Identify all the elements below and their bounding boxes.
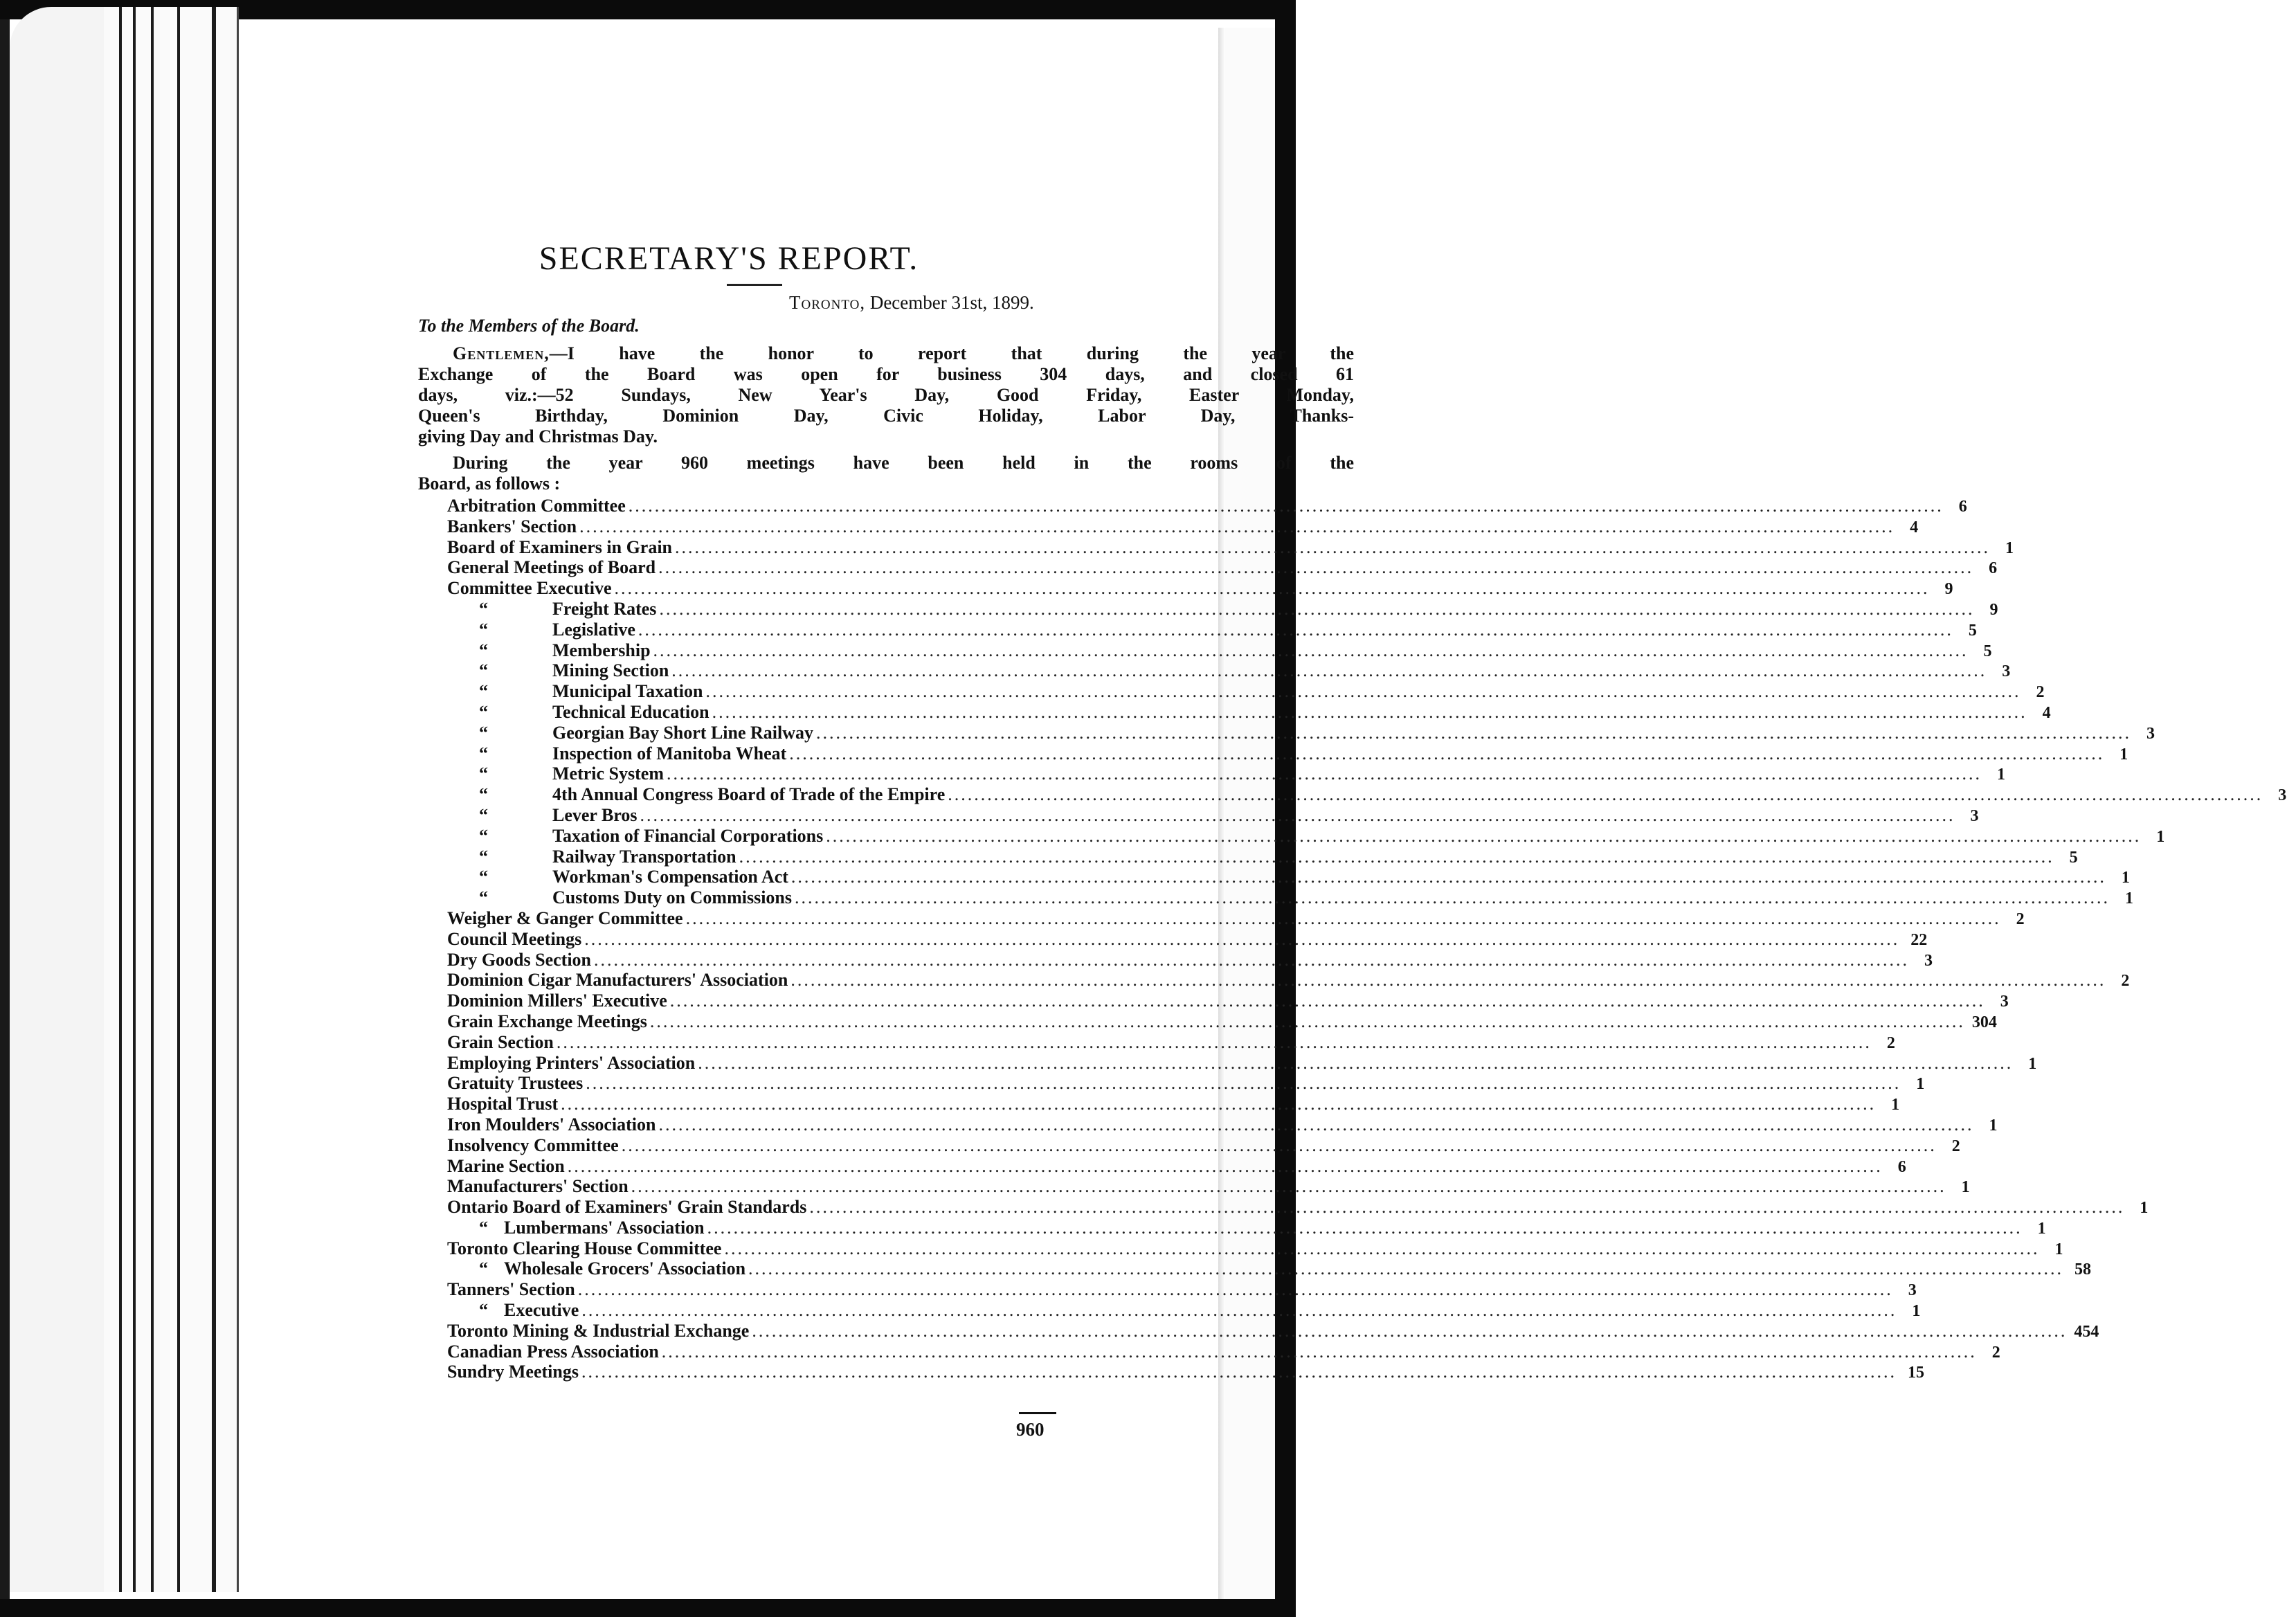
meeting-count: 1	[2028, 1054, 2037, 1073]
meeting-label	[447, 784, 945, 805]
meeting-name: Board of Examiners in Grain	[447, 536, 673, 557]
meeting-row	[447, 640, 1992, 661]
scan-border-bottom	[0, 1599, 1296, 1617]
meeting-label	[447, 970, 788, 991]
meeting-name: Georgian Bay Short Line Railway	[552, 722, 814, 743]
meeting-name: Membership	[552, 640, 651, 660]
dot-leader	[670, 991, 1985, 1011]
meeting-label	[447, 620, 635, 640]
dot-leader	[629, 496, 1944, 516]
meeting-label	[447, 1279, 575, 1300]
meeting-label	[447, 1238, 721, 1259]
meeting-row	[447, 516, 1919, 537]
meeting-row	[447, 660, 2011, 681]
meeting-label	[447, 599, 656, 620]
ditto-mark: “	[479, 619, 488, 640]
meeting-name: Employing Printers' Association	[447, 1052, 696, 1073]
meeting-name: Grain Exchange Meetings	[447, 1011, 647, 1031]
dot-leader	[671, 660, 1987, 681]
meeting-count: 1	[2037, 1219, 2046, 1238]
meeting-label	[447, 1176, 629, 1197]
dot-leader	[752, 1321, 2067, 1342]
meeting-count: 1	[2156, 827, 2165, 846]
dot-leader	[705, 681, 2021, 702]
meeting-name: Inspection of Manitoba Wheat	[552, 743, 787, 764]
meeting-label	[447, 557, 656, 578]
meeting-count: 6	[1989, 559, 1998, 578]
paragraph-line: Queen's Birthday, Dominion Day, Civic Holiday, Labor Day, Thanks-	[418, 406, 1354, 426]
meeting-label	[447, 764, 664, 784]
ditto-mark: “	[479, 867, 488, 887]
dot-leader	[581, 1300, 1897, 1321]
ditto-mark: “	[479, 598, 488, 619]
dot-leader	[650, 1011, 1965, 1032]
meeting-count: 1	[2119, 745, 2128, 764]
meeting-row	[447, 722, 2155, 743]
ditto-mark: “	[479, 743, 488, 764]
meeting-count: 5	[1968, 621, 1977, 640]
meeting-count: 1	[2125, 889, 2133, 908]
meeting-count: 3	[2146, 724, 2155, 743]
paragraph-line	[418, 343, 1354, 364]
paragraph-line: During the year 960 meetings have been held in the rooms of the	[453, 453, 1354, 473]
meeting-name: Executive	[504, 1300, 579, 1321]
meeting-row	[447, 1052, 2037, 1074]
meeting-row	[447, 784, 2287, 805]
meeting-label	[447, 743, 786, 764]
dot-leader	[615, 578, 1930, 599]
meeting-label	[447, 805, 638, 826]
meeting-count: 3	[1924, 951, 1933, 970]
dot-leader	[557, 1032, 1872, 1053]
meeting-name: Council Meetings	[447, 928, 582, 949]
meeting-name: Iron Moulders' Association	[447, 1114, 656, 1135]
meeting-name: Arbitration Committee	[447, 496, 626, 516]
meeting-row	[447, 1320, 2099, 1342]
meeting-name: Canadian Press Association	[447, 1341, 659, 1362]
meeting-row	[447, 804, 1979, 826]
meeting-name: Technical Education	[552, 701, 709, 722]
meeting-label	[447, 1053, 695, 1074]
meeting-count: 1	[1891, 1096, 1900, 1114]
meeting-count: 22	[1910, 930, 1928, 949]
meeting-count: 6	[1897, 1157, 1906, 1176]
meeting-label	[447, 1362, 579, 1382]
page-title: SECRETARY'S REPORT.	[539, 240, 919, 277]
dot-leader	[686, 908, 2001, 929]
meeting-name: Gratuity Trustees	[447, 1073, 584, 1094]
meeting-count: 3	[2000, 993, 2009, 1011]
meeting-count: 3	[1970, 806, 1979, 825]
meeting-label	[447, 1342, 659, 1362]
dot-leader	[698, 1053, 2013, 1074]
meeting-row	[447, 701, 2051, 723]
meeting-row	[447, 743, 2128, 764]
meeting-name: Dominion Cigar Manufacturers' Association	[447, 970, 788, 991]
dot-leader	[594, 950, 1909, 970]
meeting-row	[447, 1238, 2063, 1259]
page-edge	[180, 7, 216, 1592]
meeting-row	[447, 949, 1933, 970]
meeting-name: Toronto Clearing House Committee	[447, 1238, 722, 1258]
meeting-count: 4	[1910, 518, 1919, 536]
meeting-count: 4	[2042, 703, 2051, 722]
meeting-row	[447, 598, 1998, 620]
meeting-count: 1	[1989, 1116, 1998, 1135]
meeting-label	[447, 991, 667, 1011]
meeting-row	[447, 907, 2025, 929]
meeting-label	[447, 1032, 554, 1053]
meeting-name: Dry Goods Section	[447, 949, 591, 970]
meeting-name: Dominion Millers' Executive	[447, 991, 667, 1011]
dot-leader	[579, 516, 1895, 537]
meeting-count: 9	[1944, 580, 1953, 599]
meeting-label	[447, 1300, 579, 1321]
dot-leader	[659, 599, 1974, 620]
meeting-count: 5	[1983, 642, 1992, 660]
ditto-mark: “	[479, 846, 488, 867]
meeting-row	[447, 1197, 2149, 1218]
meeting-count: 1	[1912, 1302, 1921, 1321]
meeting-label	[447, 681, 703, 702]
meeting-name: Taxation of Financial Corporations	[552, 825, 824, 846]
dot-leader	[586, 1073, 1901, 1094]
meeting-name: Committee Executive	[447, 578, 612, 599]
page-edge	[104, 7, 122, 1592]
dot-leader	[826, 826, 2141, 847]
meeting-count: 6	[1958, 498, 1967, 516]
ditto-mark: “	[479, 722, 488, 743]
meeting-label	[447, 1258, 745, 1279]
meeting-label	[447, 1218, 705, 1238]
dot-leader	[640, 805, 1955, 826]
meeting-label	[447, 950, 591, 970]
dot-leader	[707, 1218, 2023, 1238]
meeting-row	[447, 1279, 1917, 1300]
meeting-name: Manufacturers' Section	[447, 1176, 629, 1197]
meeting-name: Railway Transportation	[552, 846, 736, 867]
meeting-count: 1	[2121, 869, 2130, 887]
meeting-row	[447, 681, 2045, 702]
page-edge	[216, 7, 239, 1592]
meeting-label	[447, 867, 788, 887]
meeting-count: 1	[1996, 766, 2005, 784]
dot-leader	[809, 1197, 2124, 1218]
meeting-label	[447, 1321, 749, 1342]
dot-leader	[631, 1176, 1946, 1197]
dot-leader	[578, 1279, 1893, 1300]
meeting-name: Municipal Taxation	[552, 681, 703, 702]
meeting-name: Freight Rates	[552, 598, 657, 619]
meeting-row	[447, 1114, 1998, 1135]
meeting-label	[447, 1094, 558, 1114]
meeting-row	[447, 1094, 1900, 1114]
meeting-label	[447, 929, 581, 950]
meeting-count: 2	[1991, 1343, 2000, 1362]
meeting-label	[447, 826, 823, 847]
meeting-row	[447, 764, 2005, 784]
dot-leader	[790, 970, 2106, 991]
dot-leader	[638, 620, 1953, 640]
meeting-row	[447, 1362, 1924, 1382]
meeting-label	[447, 887, 792, 908]
dot-leader	[816, 723, 2131, 743]
meeting-count: 3	[1908, 1281, 1917, 1300]
meeting-name: Marine Section	[447, 1155, 565, 1176]
total-rule	[1019, 1412, 1056, 1414]
meeting-name: Sundry Meetings	[447, 1362, 579, 1382]
page-edge	[136, 7, 154, 1592]
meeting-count: 9	[1989, 600, 1998, 619]
meeting-count: 2	[1951, 1137, 1960, 1155]
meeting-row	[447, 1011, 1997, 1032]
dot-leader	[675, 537, 1990, 558]
meeting-name: Toronto Mining & Industrial Exchange	[447, 1320, 750, 1341]
meeting-row	[447, 825, 2165, 847]
dot-leader	[561, 1094, 1876, 1114]
meeting-label	[447, 1156, 565, 1177]
report-page	[239, 19, 2287, 1599]
meeting-count: 3	[2278, 786, 2287, 805]
paragraph-lead: Gentlemen,	[453, 343, 550, 363]
meeting-row	[447, 1135, 1960, 1156]
page-edge	[122, 7, 136, 1592]
meeting-count: 2	[2121, 972, 2130, 991]
meeting-count: 58	[2074, 1261, 2092, 1279]
dot-leader	[795, 887, 2110, 908]
meeting-row	[447, 867, 2130, 887]
dot-leader	[662, 1342, 1977, 1362]
meeting-label	[447, 660, 669, 681]
meeting-row	[447, 1176, 1970, 1197]
meeting-name: Lumbermans' Association	[504, 1217, 705, 1238]
meeting-count: 1	[1961, 1178, 1970, 1197]
meetings-list	[447, 496, 2287, 1382]
meeting-name: General Meetings of Board	[447, 557, 656, 578]
meeting-label	[447, 578, 612, 599]
paragraph-line: Board, as follows :	[418, 473, 561, 494]
ditto-mark: “	[479, 784, 488, 805]
meeting-name: Wholesale Grocers' Association	[504, 1258, 746, 1279]
meeting-label	[447, 702, 709, 723]
ditto-mark: “	[479, 681, 488, 702]
meeting-name: Lever Bros	[552, 804, 638, 825]
dot-leader	[622, 1135, 1937, 1156]
meetings-intro-paragraph	[418, 453, 1354, 494]
meeting-row	[447, 536, 2014, 558]
meeting-row	[447, 1300, 1921, 1321]
dateline-date: December 31st, 1899.	[869, 292, 1034, 313]
dot-leader	[581, 1362, 1897, 1382]
meeting-count: 1	[1916, 1075, 1925, 1094]
meeting-row	[447, 619, 1977, 640]
meeting-label	[447, 1135, 619, 1156]
meeting-label	[447, 640, 651, 661]
meeting-name: Ontario Board of Examiners' Grain Standards	[447, 1197, 807, 1218]
meeting-name: Insolvency Committee	[447, 1135, 619, 1155]
meeting-label	[447, 496, 626, 516]
meeting-count: 3	[2002, 662, 2011, 681]
dot-leader	[791, 867, 2106, 887]
page-edge	[10, 7, 107, 1592]
meeting-name: Grain Section	[447, 1031, 554, 1052]
meeting-name: Legislative	[552, 619, 635, 640]
ditto-mark: “	[479, 1258, 488, 1279]
meeting-row	[447, 1217, 2046, 1238]
meeting-row	[447, 1031, 1895, 1053]
meeting-count: 454	[2074, 1322, 2099, 1341]
meeting-row	[447, 557, 1998, 578]
meeting-label	[447, 908, 683, 929]
meeting-label	[447, 537, 672, 558]
ditto-mark: “	[479, 887, 488, 908]
meeting-label	[447, 847, 736, 867]
meeting-label	[447, 723, 813, 743]
meeting-row	[447, 846, 2078, 867]
meeting-row	[447, 496, 1967, 516]
meeting-count: 5	[2069, 848, 2078, 867]
ditto-mark: “	[479, 825, 488, 846]
meetings-total: 960	[1016, 1419, 1045, 1440]
meeting-label	[447, 1011, 647, 1032]
meeting-name: Mining Section	[552, 660, 669, 681]
meeting-name: Weigher & Ganger Committee	[447, 907, 683, 928]
meeting-label	[447, 1114, 656, 1135]
dot-leader	[712, 702, 2027, 723]
dot-leader	[667, 764, 1982, 784]
meeting-row	[447, 578, 1953, 599]
paragraph-line: Exchange of the Board was open for business 304 days, and closed 61	[418, 364, 1354, 384]
dot-leader	[948, 784, 2263, 805]
salutation: To the Members of the Board.	[418, 316, 640, 336]
meeting-label	[447, 516, 577, 537]
meeting-count: 2	[2016, 910, 2025, 928]
meeting-count: 2	[2036, 683, 2045, 702]
meeting-row	[447, 887, 2133, 908]
meeting-count: 15	[1907, 1364, 1924, 1382]
ditto-mark: “	[479, 804, 488, 825]
ditto-mark: “	[479, 660, 488, 681]
ditto-mark: “	[479, 1300, 488, 1321]
dateline-place: Toronto,	[789, 292, 866, 313]
meeting-row	[447, 928, 1928, 950]
meeting-count: 1	[2140, 1199, 2149, 1218]
dateline	[789, 292, 1034, 314]
meeting-count: 2	[1886, 1033, 1895, 1052]
meeting-count: 1	[2054, 1240, 2063, 1258]
dot-leader	[789, 743, 2104, 764]
meeting-name: Tanners' Section	[447, 1279, 575, 1300]
meeting-label	[447, 1073, 583, 1094]
dot-leader	[748, 1258, 2063, 1279]
dot-leader	[568, 1156, 1883, 1177]
meeting-row	[447, 1341, 2000, 1362]
page-edge	[154, 7, 180, 1592]
dot-leader	[724, 1238, 2039, 1259]
ditto-mark: “	[479, 701, 488, 722]
meeting-row	[447, 970, 2130, 991]
ditto-mark: “	[479, 1217, 488, 1238]
meeting-row	[447, 991, 2009, 1011]
meeting-name: Workman's Compensation Act	[552, 867, 788, 887]
meeting-name: Metric System	[552, 764, 664, 784]
dot-leader	[584, 929, 1899, 950]
meeting-label	[447, 1197, 806, 1218]
meeting-row	[447, 1073, 1925, 1094]
title-rule	[727, 284, 782, 286]
meeting-name: 4th Annual Congress Board of Trade of the Empire	[552, 784, 946, 805]
dot-leader	[658, 557, 1973, 578]
meeting-row	[447, 1258, 2092, 1279]
meeting-name: Customs Duty on Commissions	[552, 887, 792, 908]
ditto-mark: “	[479, 640, 488, 660]
dot-leader	[658, 1114, 1973, 1135]
paragraph-line: giving Day and Christmas Day.	[418, 426, 658, 446]
meeting-name: Bankers' Section	[447, 516, 577, 536]
meeting-name: Hospital Trust	[447, 1094, 559, 1114]
meeting-row	[447, 1155, 1906, 1177]
scan-border-left	[0, 19, 10, 1599]
paragraph-line-text: —I have the honor to report that during the year the	[549, 343, 1354, 363]
meeting-count: 304	[1971, 1013, 1997, 1031]
opening-paragraph	[418, 343, 1354, 447]
dot-leader	[653, 640, 1969, 661]
dot-leader	[739, 847, 2054, 867]
meeting-count: 1	[2005, 539, 2014, 557]
paragraph-line: days, viz.:—52 Sundays, New Year's Day, Good Friday, Easter Monday,	[418, 385, 1354, 405]
ditto-mark: “	[479, 764, 488, 784]
